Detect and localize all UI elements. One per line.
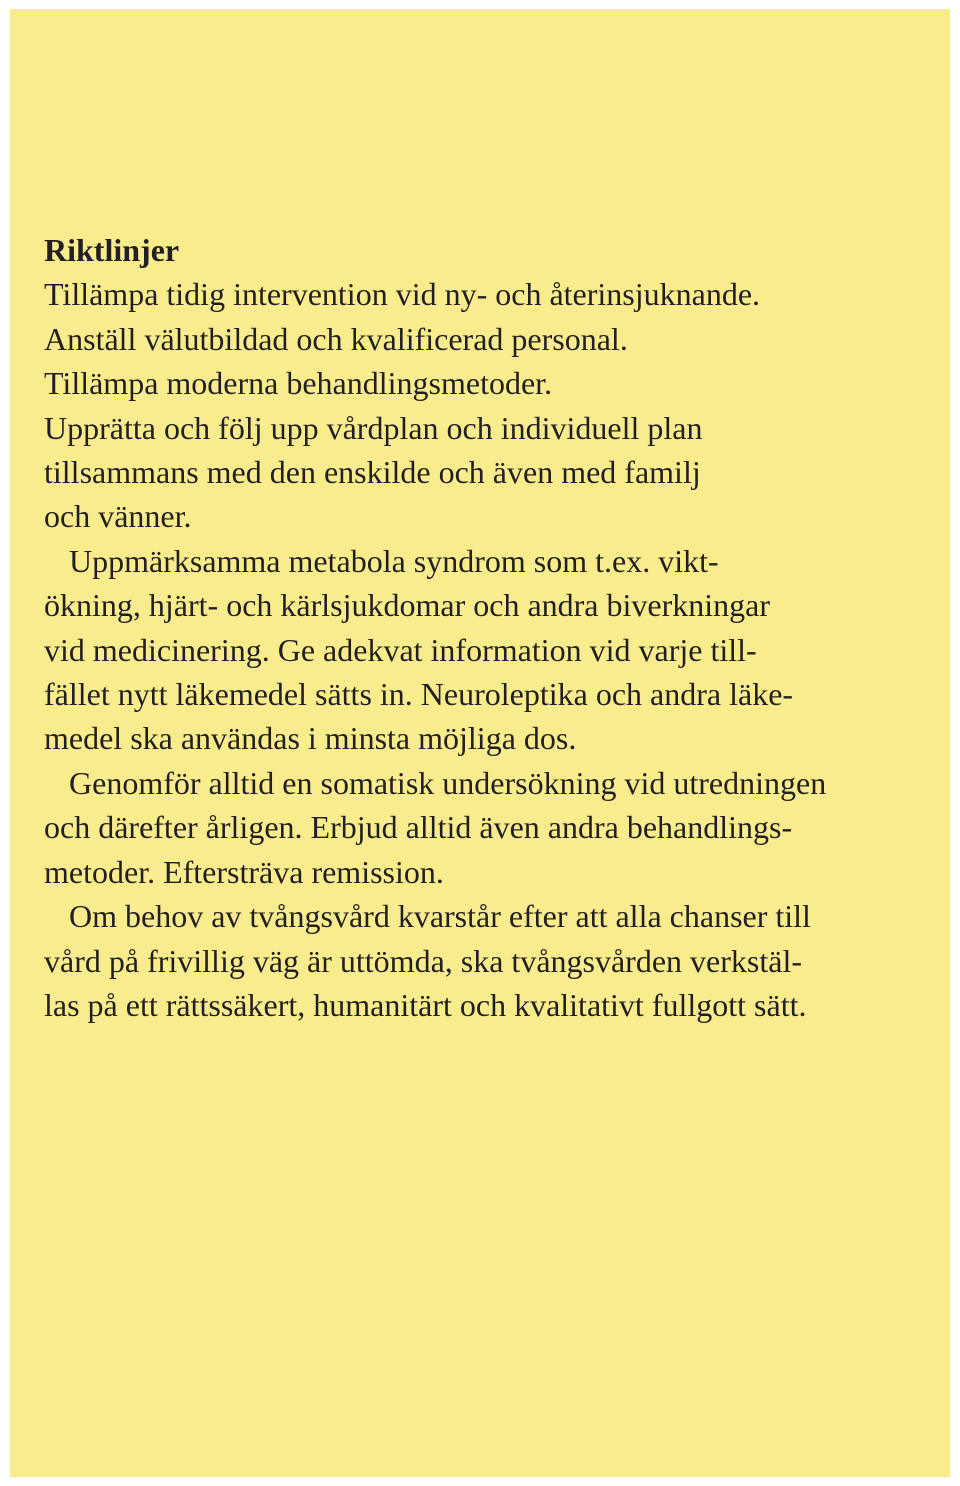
text-line: och vänner. (44, 498, 192, 535)
text-line: och därefter årligen. Erbjud alltid även andra behandlings- (44, 809, 793, 846)
text-line: vård på frivillig väg är uttömda, ska tvångsvården verkstäl- (44, 942, 802, 979)
text-line: ökning, hjärt- och kärlsjukdomar och andra biverkningar (44, 587, 770, 624)
text-line: Anställ välutbildad och kvalificerad personal. (44, 320, 628, 357)
paragraph (44, 406, 934, 539)
text-line: Upprätta och följ upp vårdplan och individuell plan (44, 409, 703, 446)
paragraph (44, 317, 934, 361)
text-line: tillsammans med den enskilde och även med familj (44, 454, 701, 491)
paragraph (44, 361, 934, 405)
text-line: Om behov av tvångsvård kvarstår efter att alla chanser till (69, 898, 811, 935)
text-line: vid medicinering. Ge adekvat information vid varje till- (44, 631, 757, 668)
text-line: Genomför alltid en somatisk undersökning vid utredningen (69, 764, 827, 801)
paragraph (44, 272, 934, 316)
paragraph (44, 894, 934, 1027)
page-background (10, 9, 950, 1477)
guidelines-body (44, 272, 934, 1027)
text-line: Uppmärksamma metabola syndrom som t.ex. vikt- (69, 542, 719, 579)
guidelines-section (44, 228, 934, 1027)
text-line: las på ett rättssäkert, humanitärt och kvalitativt fullgott sätt. (44, 986, 807, 1023)
text-line: medel ska användas i minsta möjliga dos. (44, 720, 577, 757)
text-line: Tillämpa moderna behandlingsmetoder. (44, 365, 553, 402)
text-line: Tillämpa tidig intervention vid ny- och återinsjuknande. (44, 276, 761, 313)
paragraph (44, 761, 934, 894)
text-line: fället nytt läkemedel sätts in. Neuroleptika och andra läke- (44, 676, 794, 713)
text-line: metoder. Eftersträva remission. (44, 853, 444, 890)
section-heading: Riktlinjer (44, 232, 180, 268)
paragraph (44, 539, 934, 761)
